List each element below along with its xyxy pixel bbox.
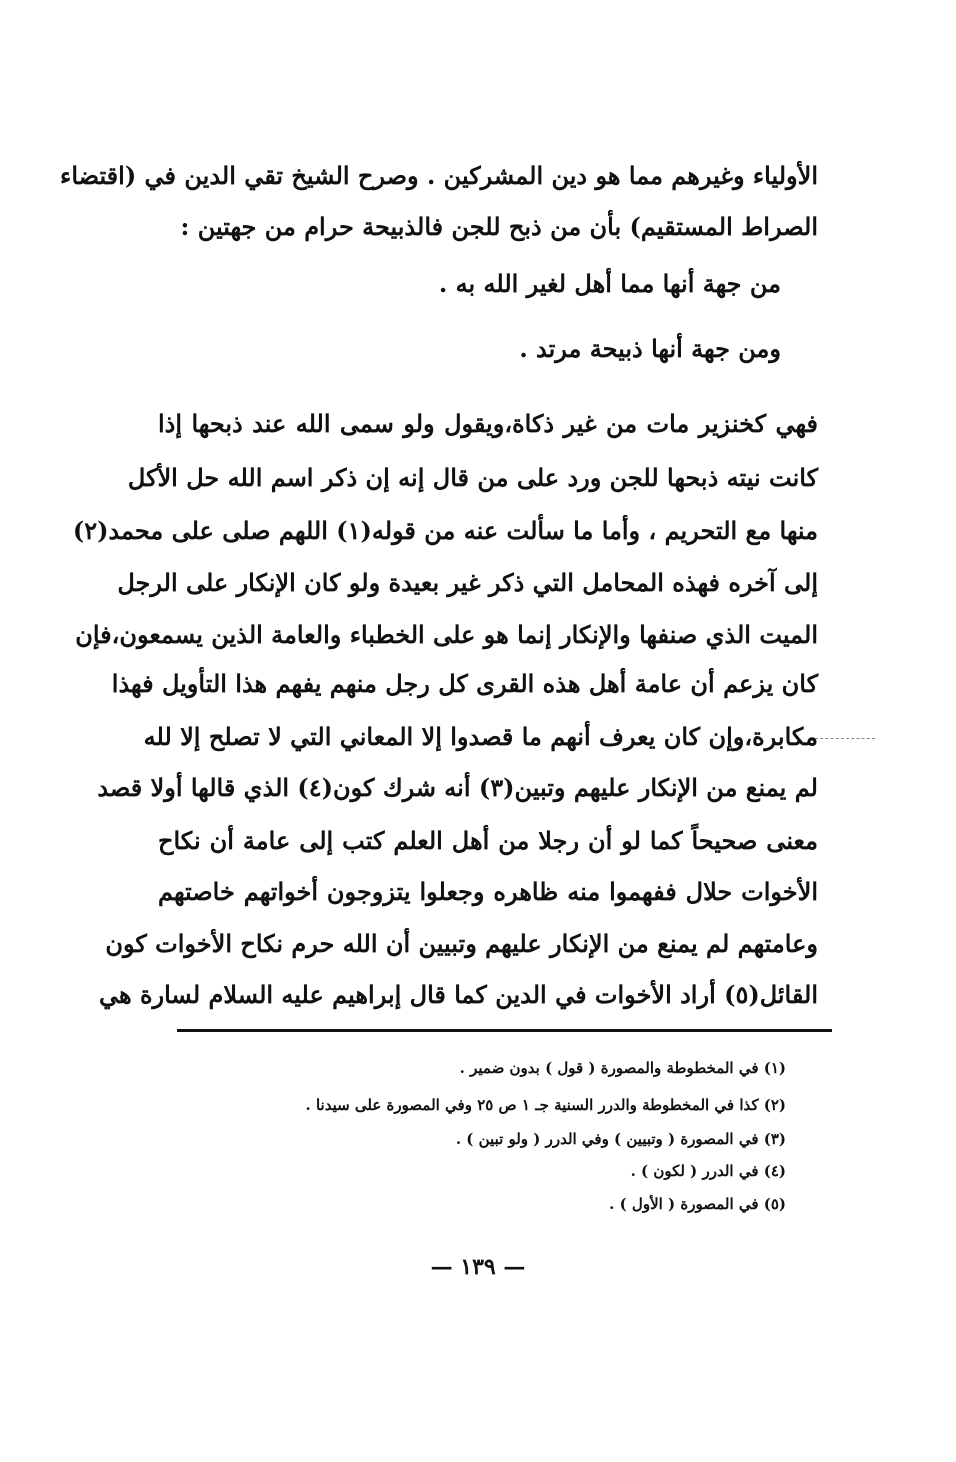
body-line-14: الأخوات حلال ففهموا منه ظاهره وجعلوا يتزوجون أخواتهم خاصتهم [158,877,818,906]
body-line-16: القائل(٥) أراد الأخوات في الدين كما قال إبراهيم عليه السلام لسارة هي [98,980,818,1009]
body-line-7: منها مع التحريم ، وأما ما سألت عنه من قوله(١) اللهم صلى على محمد(٢) [72,516,818,545]
footnote-2: (٢) كذا في المخطوطة والدرر السنية جـ ١ ص ٢٥ وفي المصورة على سيدنا . [305,1096,786,1114]
margin-mark [815,738,875,739]
body-line-2: الصراط المستقيم) بأن من ذبح للجن فالذبيحة حرام من جهتين : [180,212,818,241]
body-line-3: من جهة أنها مما أهل لغير الله به . [438,269,781,298]
footnote-separator [177,1029,832,1032]
footnote-1: (١) في المخطوطة والمصورة ( قول ) بدون ضمير . [459,1059,786,1077]
page-number: — ١٣٩ — [430,1254,526,1280]
footnote-4: (٤) في الدرر ( لكون ) . [630,1162,786,1180]
body-line-6: كانت نيته ذبحها للجن ورد على من قال إنه إن ذكر اسم الله حل الأكل [127,463,818,492]
body-line-8: إلى آخره فهذه المحامل التي ذكر غير بعيدة ولو كان الإنكار على الرجل [117,568,818,597]
body-line-15: وعامتهم لم يمنع من الإنكار عليهم وتبيين أن الله حرم نكاح الأخوات كون [105,929,818,958]
body-line-12: لم يمنع من الإنكار عليهم وتبين(٣) أنه شرك كون(٤) الذي قالها أولا قصد [97,773,818,802]
footnote-3: (٣) في المصورة ( وتبيين ) وفي الدرر ( ولو تبين ) . [455,1130,786,1148]
body-line-5: فهي كخنزير مات من غير ذكاة،ويقول ولو سمى الله عند ذبحها إذا [158,409,818,438]
body-line-4: ومن جهة أنها ذبيحة مرتد . [519,334,781,363]
footnote-5: (٥) في المصورة ( الأول ) . [609,1195,786,1213]
body-line-10: كان يزعم أن عامة أهل هذه القرى كل رجل منهم يفهم هذا التأويل فهذا [111,669,818,698]
body-line-9: الميت الذي صنفها والإنكار إنما هو على الخطباء والعامة الذين يسمعون،فإن [75,620,818,649]
body-line-11: مكابرة،وإن كان يعرف أنهم ما قصدوا إلا المعاني التي لا تصلح إلا لله [143,722,818,751]
body-line-1: الأولياء وغيرهم مما هو دين المشركين . وصرح الشيخ تقي الدين في (اقتضاء [60,161,818,190]
body-line-13: معنى صحيحاً كما لو أن رجلا من أهل العلم كتب إلى عامة أن نكاح [158,826,818,855]
